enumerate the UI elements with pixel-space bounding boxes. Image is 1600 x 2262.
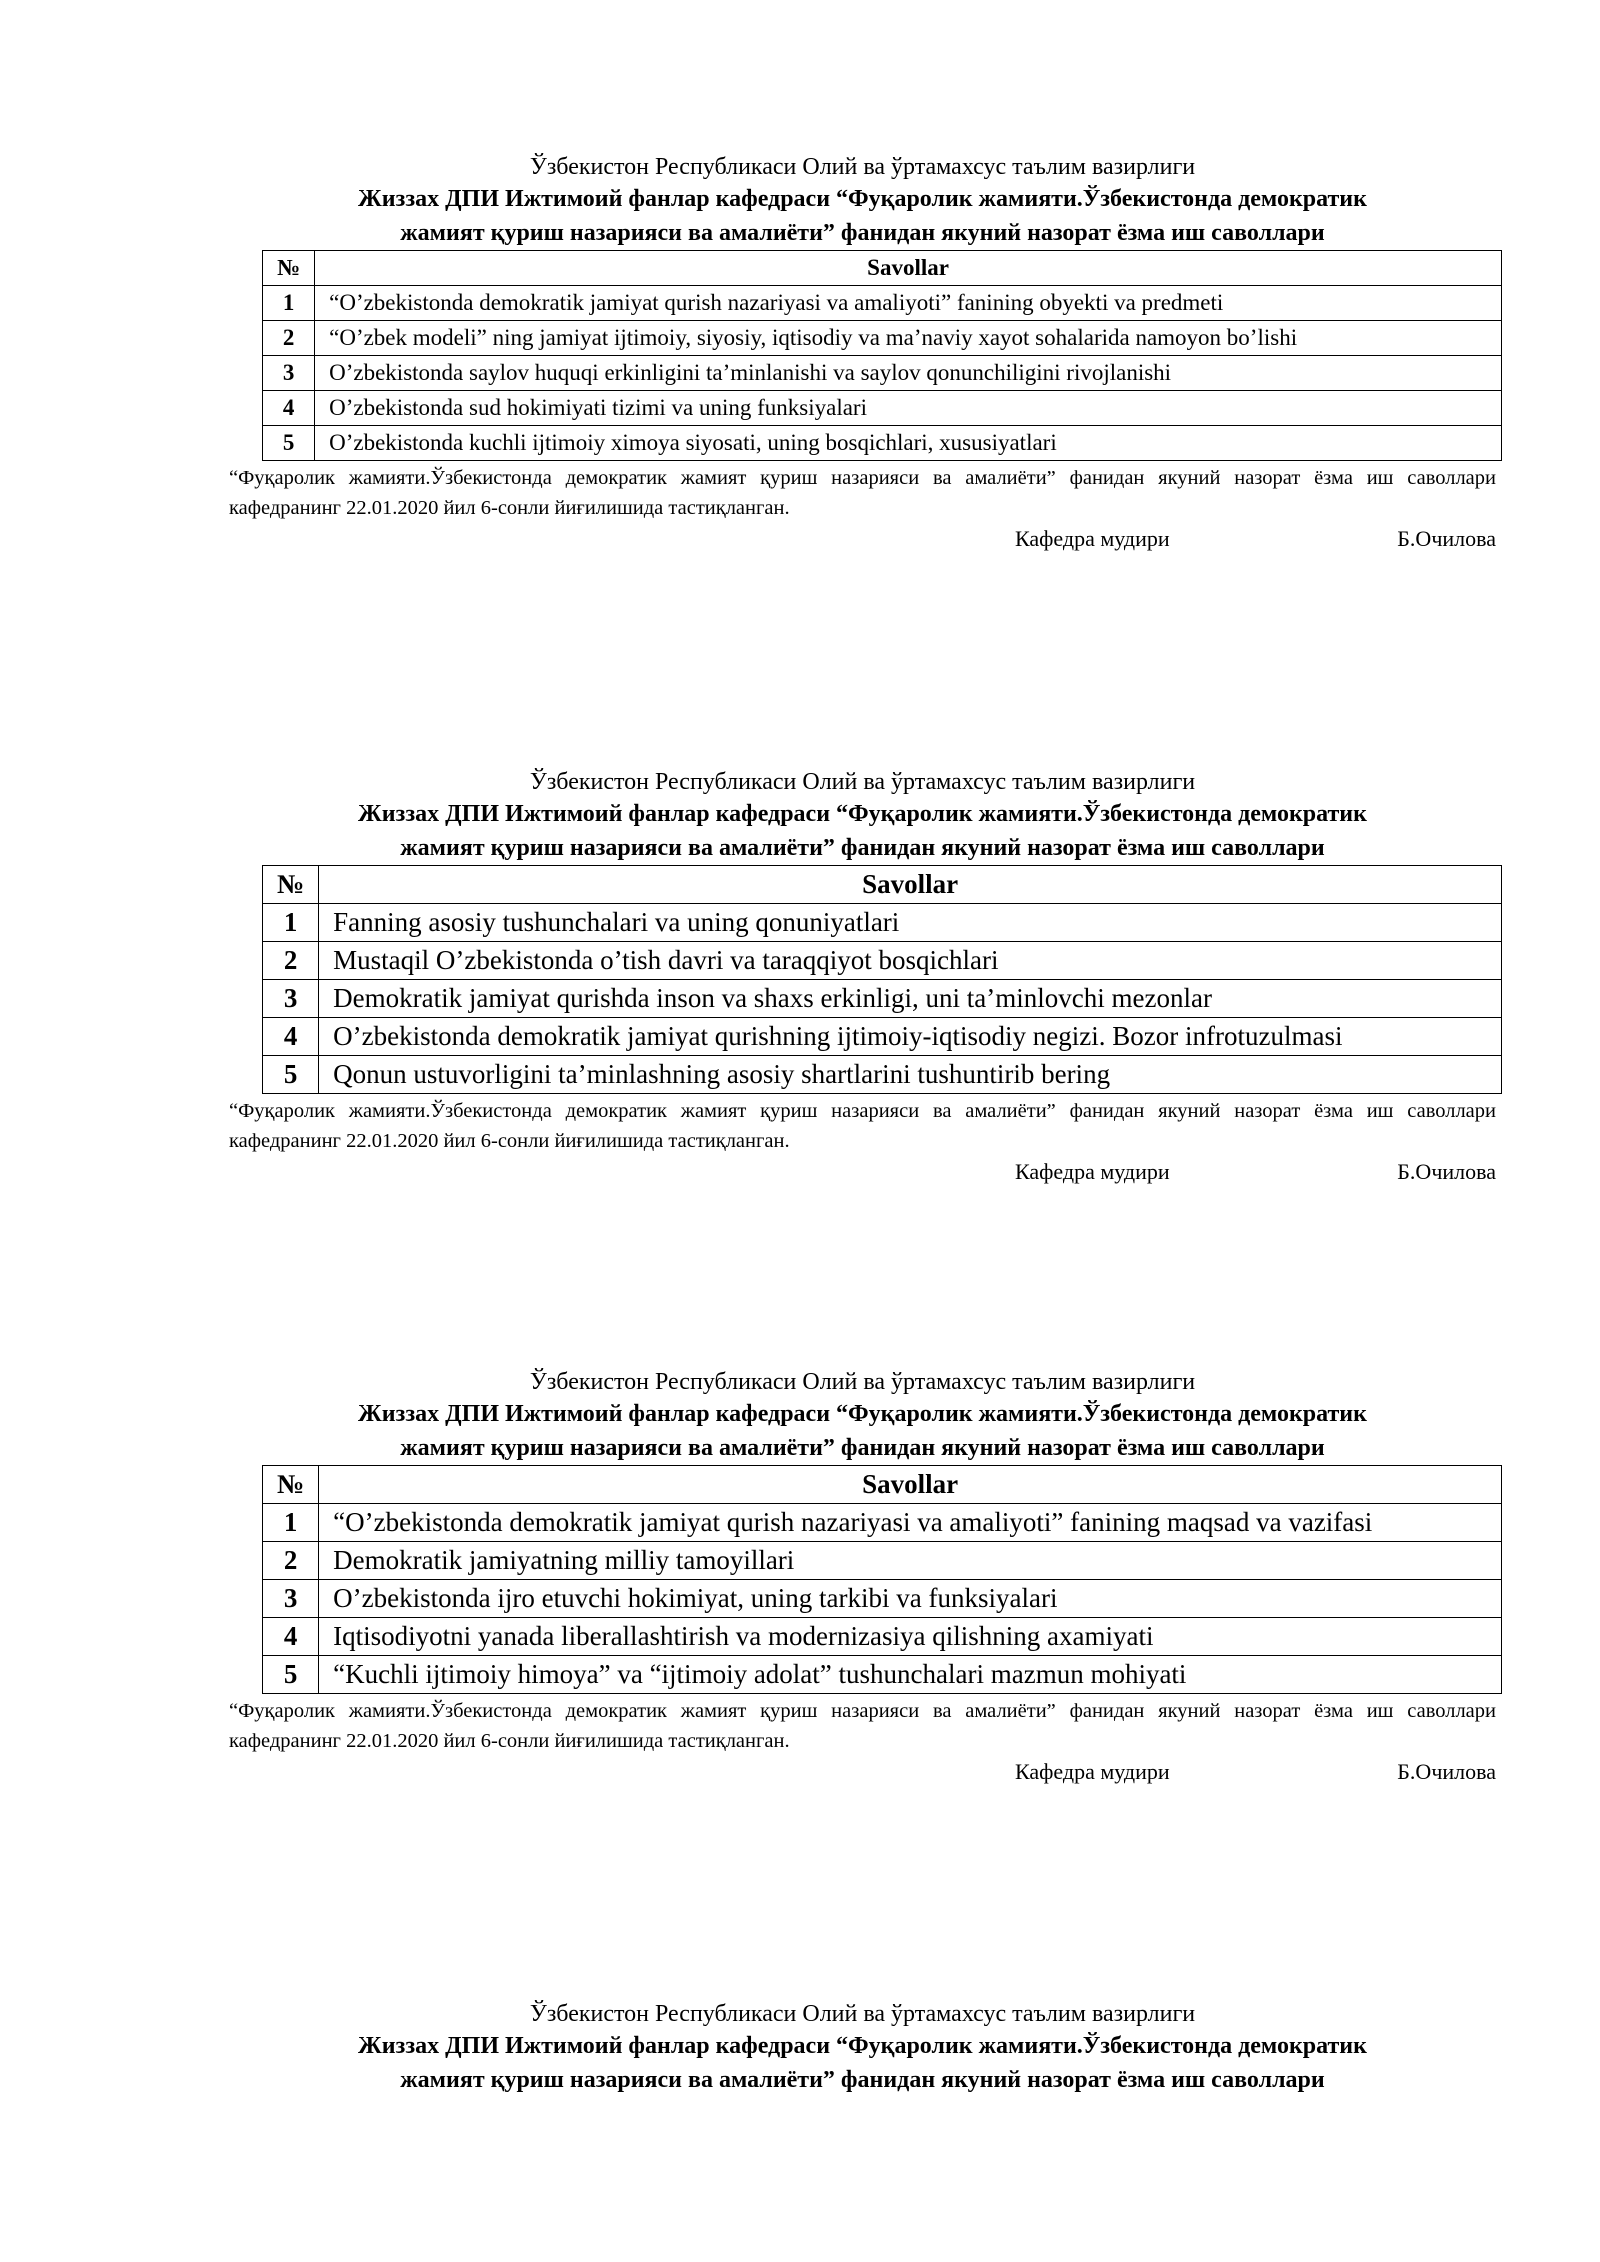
- number-column-header: №: [263, 1466, 319, 1504]
- ticket-title-line-2: жамият қуриш назарияси ва амалиёти” фанидан якуний назорат ёзма иш саволлари: [400, 2067, 1325, 2093]
- table-row: [263, 1580, 1502, 1618]
- number-column-header: №: [263, 866, 319, 904]
- questions-column-header: Savollar: [319, 866, 1502, 904]
- ministry-heading: Ўзбекистон Республикаси Олий ва ўртамахсус таълим вазирлиги: [529, 154, 1196, 180]
- table-header-row: [263, 866, 1502, 904]
- ticket-title-line-1: Жиззах ДПИ Ижтимоий фанлар кафедраси “Фуқаролик жамияти.Ўзбекистонда демократик: [358, 186, 1367, 212]
- question-number: 2: [263, 1542, 319, 1580]
- question-number: 4: [263, 391, 315, 426]
- question-number: 3: [263, 356, 315, 391]
- question-number: 1: [263, 286, 315, 321]
- question-number: 2: [263, 942, 319, 980]
- signature-line: [229, 1156, 1496, 1188]
- table-row: [263, 321, 1502, 356]
- question-text: Qonun ustuvorligini ta’minlashning asosiy shartlarini tushuntirib bering: [319, 1056, 1502, 1094]
- number-column-header: №: [263, 251, 315, 286]
- table-row: [263, 426, 1502, 461]
- question-text: O’zbekistonda demokratik jamiyat qurishning ijtimoiy-iqtisodiy negizi. Bozor infrotuzulmasi: [319, 1018, 1502, 1056]
- table-row: [263, 356, 1502, 391]
- question-text: “O’zbekistonda demokratik jamiyat qurish nazariyasi va amaliyoti” fanining obyekti va predmeti: [315, 286, 1502, 321]
- table-row: [263, 1056, 1502, 1094]
- question-text: O’zbekistonda ijro etuvchi hokimiyat, uning tarkibi va funksiyalari: [319, 1580, 1502, 1618]
- question-number: 4: [263, 1018, 319, 1056]
- ticket-title-line-2: жамият қуриш назарияси ва амалиёти” фанидан якуний назорат ёзма иш саволлари: [400, 1435, 1325, 1461]
- ticket-title-line-2: жамият қуриш назарияси ва амалиёти” фанидан якуний назорат ёзма иш саволлари: [400, 220, 1325, 246]
- table-row: [263, 980, 1502, 1018]
- table-row: [263, 1018, 1502, 1056]
- department-head-label: Кафедра мудири: [1015, 1159, 1170, 1184]
- approval-note: “Фуқаролик жамияти.Ўзбекистонда демократик жамият қуриш назарияси ва амалиёти” фанидан якуний назорат ёзма иш саволлари кафедранинг 22.01.2020 йил 6-сонли йиғилишида тастиқланган.: [229, 467, 1496, 519]
- approval-note: “Фуқаролик жамияти.Ўзбекистонда демократик жамият қуриш назарияси ва амалиёти” фанидан якуний назорат ёзма иш саволлари кафедранинг 22.01.2020 йил 6-сонли йиғилишида тастиқланган.: [229, 1700, 1496, 1752]
- question-text: O’zbekistonda sud hokimiyati tizimi va uning funksiyalari: [315, 391, 1502, 426]
- table-row: [263, 904, 1502, 942]
- table-row: [263, 942, 1502, 980]
- ticket-2: [229, 768, 1496, 1188]
- question-text: O’zbekistonda saylov huquqi erkinligini ta’minlanishi va saylov qonunchiligini rivojlanishi: [315, 356, 1502, 391]
- question-number: 5: [263, 426, 315, 461]
- department-head-name: Б.Очилова: [1397, 526, 1496, 551]
- table-header-row: [263, 1466, 1502, 1504]
- question-number: 1: [263, 904, 319, 942]
- question-number: 5: [263, 1656, 319, 1694]
- question-text: “O’zbek modeli” ning jamiyat ijtimoiy, siyosiy, iqtisodiy va ma’naviy xayot sohalarida namoyon bo’lishi: [315, 321, 1502, 356]
- ticket-title-line-1: Жиззах ДПИ Ижтимоий фанлар кафедраси “Фуқаролик жамияти.Ўзбекистонда демократик: [358, 801, 1367, 827]
- approval-note: “Фуқаролик жамияти.Ўзбекистонда демократик жамият қуриш назарияси ва амалиёти” фанидан якуний назорат ёзма иш саволлари кафедранинг 22.01.2020 йил 6-сонли йиғилишида тастиқланган.: [229, 1100, 1496, 1152]
- table-row: [263, 1656, 1502, 1694]
- question-number: 5: [263, 1056, 319, 1094]
- ticket-title-line-1: Жиззах ДПИ Ижтимоий фанлар кафедраси “Фуқаролик жамияти.Ўзбекистонда демократик: [358, 1401, 1367, 1427]
- question-text: Iqtisodiyotni yanada liberallashtirish va modernizasiya qilishning axamiyati: [319, 1618, 1502, 1656]
- table-row: [263, 1504, 1502, 1542]
- department-head-label: Кафедра мудири: [1015, 1759, 1170, 1784]
- signature-line: [229, 1756, 1496, 1788]
- department-head-label: Кафедра мудири: [1015, 526, 1170, 551]
- ministry-heading: Ўзбекистон Республикаси Олий ва ўртамахсус таълим вазирлиги: [529, 2001, 1196, 2027]
- question-text: Demokratik jamiyatning milliy tamoyillari: [319, 1542, 1502, 1580]
- question-number: 3: [263, 1580, 319, 1618]
- question-text: Mustaqil O’zbekistonda o’tish davri va taraqqiyot bosqichlari: [319, 942, 1502, 980]
- table-row: [263, 1542, 1502, 1580]
- question-number: 2: [263, 321, 315, 356]
- table-header-row: [263, 251, 1502, 286]
- question-text: Demokratik jamiyat qurishda inson va shaxs erkinligi, uni ta’minlovchi mezonlar: [319, 980, 1502, 1018]
- ticket-title-line-2: жамият қуриш назарияси ва амалиёти” фанидан якуний назорат ёзма иш саволлари: [400, 835, 1325, 861]
- question-number: 3: [263, 980, 319, 1018]
- questions-table: [262, 250, 1502, 461]
- table-row: [263, 286, 1502, 321]
- question-text: Fanning asosiy tushunchalari va uning qonuniyatlari: [319, 904, 1502, 942]
- question-number: 1: [263, 1504, 319, 1542]
- department-head-name: Б.Очилова: [1397, 1159, 1496, 1184]
- signature-line: [229, 523, 1496, 555]
- table-row: [263, 391, 1502, 426]
- ticket-1: [229, 153, 1496, 555]
- questions-column-header: Savollar: [315, 251, 1502, 286]
- questions-column-header: Savollar: [319, 1466, 1502, 1504]
- ticket-3: [229, 1368, 1496, 1788]
- department-head-name: Б.Очилова: [1397, 1759, 1496, 1784]
- question-text: “O’zbekistonda demokratik jamiyat qurish nazariyasi va amaliyoti” fanining maqsad va vazifasi: [319, 1504, 1502, 1542]
- ticket-title-line-1: Жиззах ДПИ Ижтимоий фанлар кафедраси “Фуқаролик жамияти.Ўзбекистонда демократик: [358, 2033, 1367, 2059]
- table-row: [263, 1618, 1502, 1656]
- ministry-heading: Ўзбекистон Республикаси Олий ва ўртамахсус таълим вазирлиги: [529, 1369, 1196, 1395]
- questions-table: [262, 865, 1502, 1094]
- question-text: O’zbekistonda kuchli ijtimoiy ximoya siyosati, uning bosqichlari, xususiyatlari: [315, 426, 1502, 461]
- ministry-heading: Ўзбекистон Республикаси Олий ва ўртамахсус таълим вазирлиги: [529, 769, 1196, 795]
- ticket-4: [229, 2000, 1496, 2097]
- question-text: “Kuchli ijtimoiy himoya” va “ijtimoiy adolat” tushunchalari mazmun mohiyati: [319, 1656, 1502, 1694]
- questions-table: [262, 1465, 1502, 1694]
- question-number: 4: [263, 1618, 319, 1656]
